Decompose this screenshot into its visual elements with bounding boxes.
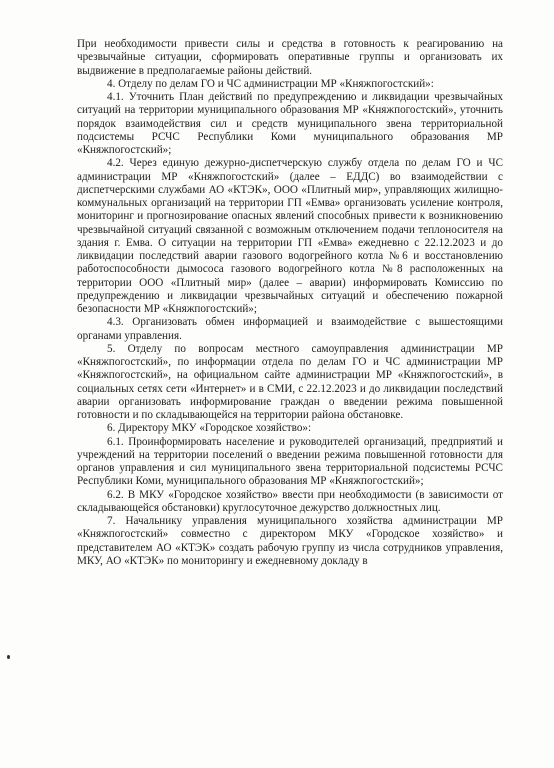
- paragraph-6: 6. Директору МКУ «Городское хозяйство»:: [107, 422, 312, 435]
- paragraph-7: 7. Начальнику управления муниципального хозяйства администрации МР «Княжпогостский» совместно с директором МКУ «Городское хозяйство» и представителем АО «КТЭК» создать рабочую группу из числа сотрудников управления, МКУ, АО «КТЭК» по мониторингу и ежедневному докладу в: [77, 515, 503, 567]
- paragraph-6-1: 6.1. Проинформировать население и руководителей организаций, предприятий и учреждений на территории поселений о введении режима повышенной готовности для органов управления и сил муниципального звена территориальной подсистемы РСЧС Республики Коми, муниципального образования МР «Княжпогостский»;: [77, 435, 503, 488]
- scan-dot-mark: [7, 655, 10, 659]
- paragraph-4-3: 4.3. Организовать обмен информацией и взаимодействие с вышестоящими органами управления.: [77, 316, 503, 342]
- paragraph-6-2: 6.2. В МКУ «Городское хозяйство» ввести при необходимости (в зависимости от складывающейся обстановки) круглосуточное дежурство должностных лиц.: [77, 488, 503, 514]
- document-body: [77, 38, 503, 568]
- paragraph-4: 4. Отделу по делам ГО и ЧС администрации МР «Княжпогостский»:: [107, 77, 434, 90]
- paragraph-4-1: 4.1. Уточнить План действий по предупреждению и ликвидации чрезвычайных ситуаций на территории муниципального образования МР «Княжпогостский», уточнить порядок взаимодействия сил и средств муниципального звена территориальной подсистемы РСЧС Республики Коми муниципального образования МР «Княжпогостский»;: [77, 91, 503, 156]
- paragraph-4-2: 4.2. Через единую дежурно-диспетчерскую службу отдела по делам ГО и ЧС администрации МР «Княжпогостский» (далее – ЕДДС) во взаимодействии с диспетчерскими службами АО «КТЭК», ООО «Плитный мир», управляющих жилищно-коммунальных организаций на территории ГП «Емва» организовать усиление контроля, мониторинг и прогнозирование опасных явлений способных привести к возникновению чрезвычайной ситуаций связанной с возможным отключением подачи теплоносителя на здания г. Емва. О ситуации на территории ГП «Емва» ежедневно с 22.12.2023 и до ликвидации последствий аварии газового водогрейного котла №6 и восстановлению работоспособности дымососа газового водогрейного котла №8 расположенных на территории ООО «Плитный мир» (далее – аварии) информировать Комиссию по предупреждению и ликвидации чрезвычайных ситуаций и обеспечению пожарной безопасности МР «Княжпогостский»;: [77, 157, 503, 315]
- paragraph-5: 5. Отделу по вопросам местного самоуправления администрации МР «Княжпогостский», по информации отдела по делам ГО и ЧС администрации МР «Княжпогостский», на официальном сайте администрации МР «Княжпогостский», в социальных сетях сети «Интернет» и в СМИ, с 22.12.2023 и до ликвидации последствий аварии организовать информирование граждан о введении режима повышенной готовности и по складывающейся на территории района обстановке.: [77, 342, 503, 421]
- paragraph-intro: При необходимости привести силы и средства в готовность к реагированию на чрезвычайные ситуации, сформировать оперативные группы и организовать их выдвижение в предполагаемые районы действий.: [77, 38, 503, 77]
